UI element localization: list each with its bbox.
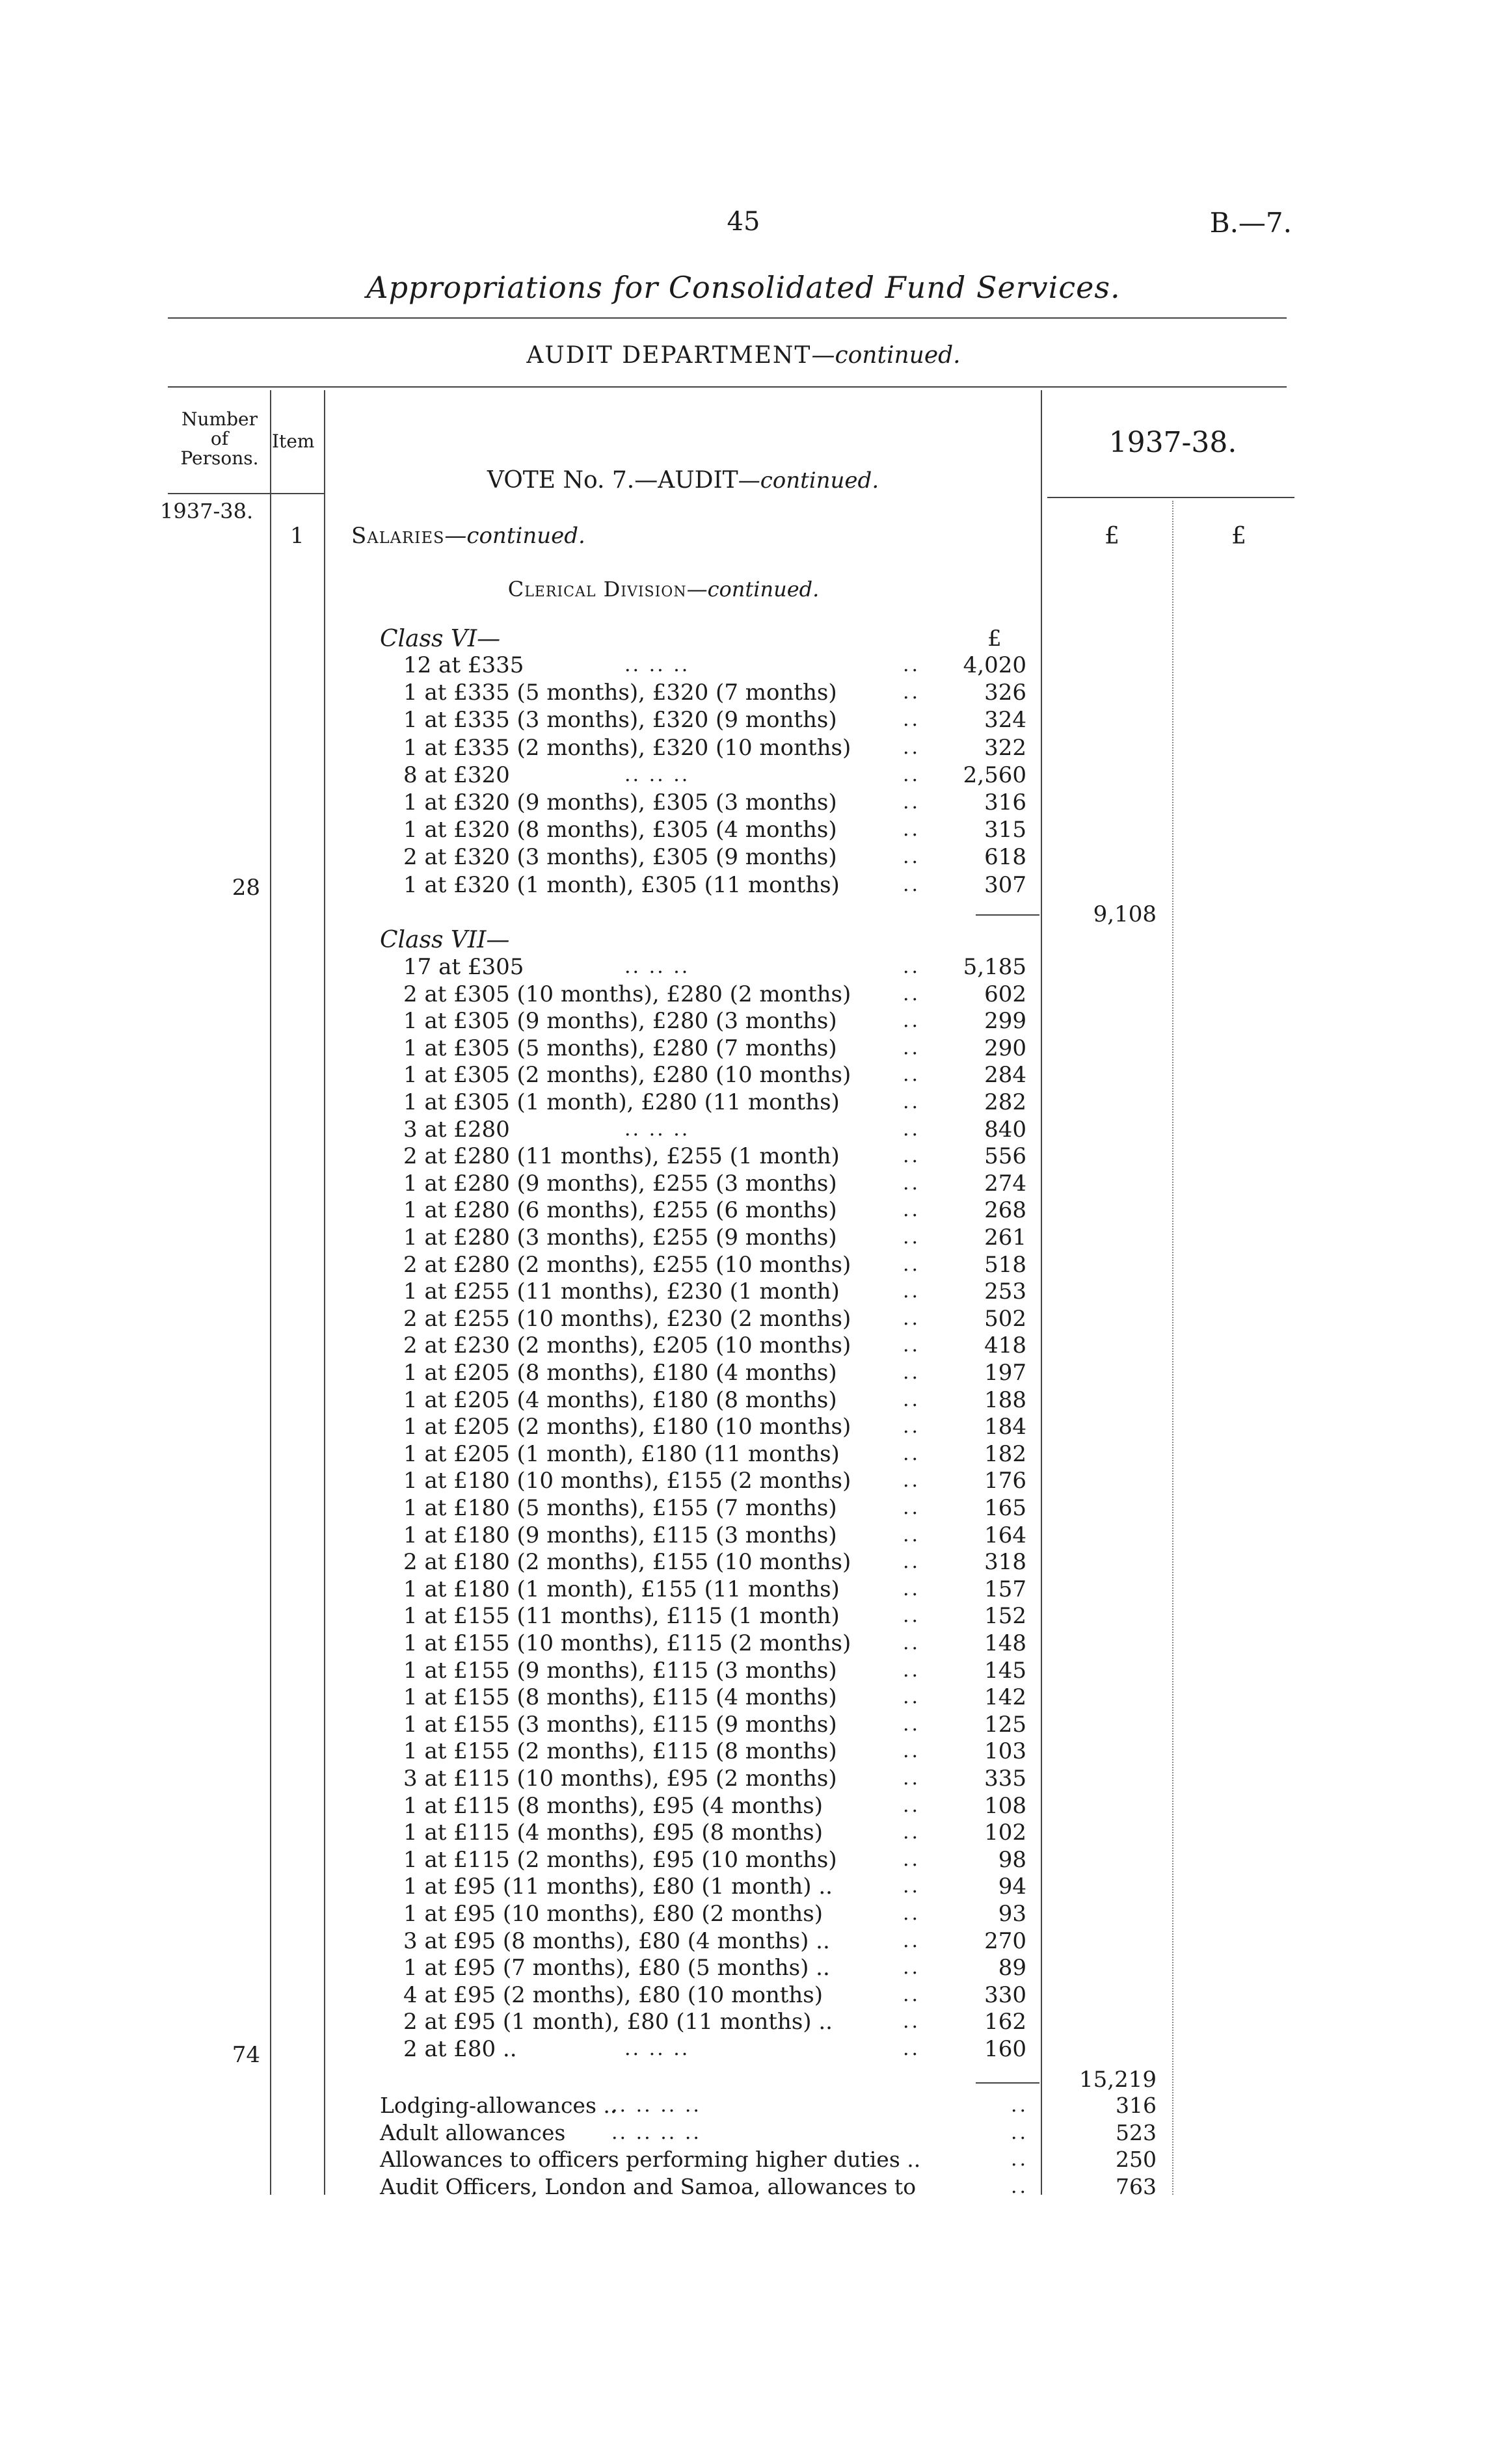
row-label: 12 at £335 <box>403 652 524 678</box>
table-row <box>0 762 1487 788</box>
row-amount: 335 <box>984 1766 1026 1792</box>
row-inline-dots: .. .. .. <box>624 763 690 786</box>
table-row <box>0 1874 1487 1900</box>
row-amount: 188 <box>984 1386 1026 1413</box>
row-leader-dots: .. <box>903 681 921 704</box>
row-leader-dots: .. <box>903 1604 921 1628</box>
row-label: 3 at £280 <box>403 1116 510 1143</box>
row-amount: 282 <box>984 1089 1026 1115</box>
row-amount: 197 <box>984 1360 1026 1386</box>
row-leader-dots: .. <box>903 1902 921 1925</box>
row-leader-dots: .. <box>903 1929 921 1952</box>
row-label: 1 at £205 (1 month), £180 (11 months) <box>403 1440 840 1467</box>
row-label: 1 at £305 (5 months), £280 (7 months) <box>403 1035 837 1061</box>
row-amount: 125 <box>984 1711 1026 1738</box>
row-amount: 502 <box>984 1305 1026 1332</box>
row-label: 1 at £115 (8 months), £95 (4 months) <box>403 1792 824 1819</box>
class-vi-heading: Class VI— <box>380 626 501 652</box>
row-label: 2 at £320 (3 months), £305 (9 months) <box>403 844 837 871</box>
row-amount: 330 <box>984 1981 1026 2008</box>
row-amount: 152 <box>984 1603 1026 1630</box>
table-row <box>0 1549 1487 1575</box>
row-amount: 284 <box>984 1062 1026 1089</box>
row-leader-dots: .. <box>903 1848 921 1871</box>
row-label: 1 at £155 (9 months), £115 (3 months) <box>403 1657 837 1684</box>
row-label: 1 at £305 (2 months), £280 (10 months) <box>403 1062 851 1089</box>
row-amount: 162 <box>984 2009 1026 2035</box>
row-leader-dots: .. <box>903 1442 921 1465</box>
page-number: 45 <box>727 207 760 237</box>
vote-title: VOTE No. 7.—AUDIT—continued. <box>487 467 879 494</box>
row-amount: 142 <box>984 1684 1026 1711</box>
row-leader-dots: .. <box>903 763 921 786</box>
salaries-heading: Salaries—continued. <box>351 523 585 549</box>
row-amount: 253 <box>984 1278 1026 1305</box>
table-row <box>0 789 1487 815</box>
row-amount: 618 <box>984 844 1026 871</box>
table-row <box>0 1522 1487 1548</box>
row-amount: 148 <box>984 1630 1026 1656</box>
row-leader-dots: .. <box>903 791 921 814</box>
pound-sign-subtotal: £ <box>1105 523 1119 550</box>
row-leader-dots: .. <box>903 1794 921 1817</box>
item-number: 1 <box>290 523 304 549</box>
row-leader-dots: .. <box>903 845 921 869</box>
row-amount: 299 <box>984 1008 1026 1035</box>
row-amount: 4,020 <box>963 652 1026 678</box>
class-vi-subtotal: 9,108 <box>1093 901 1157 927</box>
row-label: 1 at £155 (10 months), £115 (2 months) <box>403 1630 851 1656</box>
row-leader-dots: .. <box>903 982 921 1005</box>
row-amount: 145 <box>984 1657 1026 1684</box>
row-leader-dots: .. <box>903 1983 921 2006</box>
row-label: Lodging-allowances .. <box>380 2093 617 2118</box>
row-leader-dots: .. <box>1011 2121 1029 2144</box>
table-row <box>0 1658 1487 1684</box>
row-leader-dots: .. <box>903 2010 921 2033</box>
department-heading: AUDIT DEPARTMENT—continued. <box>526 342 961 369</box>
row-leader-dots: .. <box>1011 2175 1029 2198</box>
row-leader-dots: .. <box>903 1171 921 1195</box>
table-row <box>0 1171 1487 1197</box>
table-row <box>0 1306 1487 1332</box>
row-leader-dots: .. <box>903 1252 921 1276</box>
row-label: 1 at £180 (9 months), £115 (3 months) <box>403 1522 837 1548</box>
row-label: 1 at £280 (3 months), £255 (9 months) <box>403 1225 837 1251</box>
table-row <box>0 652 1487 678</box>
table-row <box>0 1278 1487 1305</box>
row-label: 1 at £115 (2 months), £95 (10 months) <box>403 1846 837 1873</box>
row-amount: 763 <box>1116 2173 1157 2199</box>
row-amount: 108 <box>984 1792 1026 1819</box>
table-row <box>0 2120 1487 2146</box>
table-row <box>0 1901 1487 1927</box>
row-amount: 326 <box>984 680 1026 706</box>
row-leader-dots: .. <box>903 1009 921 1033</box>
row-label: 2 at £280 (11 months), £255 (1 month) <box>403 1143 840 1170</box>
persons-year-label: 1937-38. <box>160 499 254 523</box>
class-vi-total-rule <box>976 914 1039 916</box>
table-row <box>0 2093 1487 2119</box>
row-amount: 2,560 <box>963 762 1026 788</box>
document-reference: B.—7. <box>1209 207 1292 239</box>
row-leader-dots: .. <box>903 1306 921 1330</box>
row-leader-dots: .. <box>903 1632 921 1654</box>
row-amount: 165 <box>984 1495 1026 1521</box>
row-label: 1 at £205 (8 months), £180 (4 months) <box>403 1360 837 1386</box>
table-row <box>0 1441 1487 1467</box>
table-row <box>0 2009 1487 2035</box>
table-row <box>0 680 1487 706</box>
row-label: 3 at £115 (10 months), £95 (2 months) <box>403 1766 837 1792</box>
row-label: 1 at £180 (10 months), £155 (2 months) <box>403 1468 851 1494</box>
row-leader-dots: .. <box>903 1091 921 1113</box>
row-leader-dots: .. <box>903 1226 921 1249</box>
row-label: 1 at £335 (5 months), £320 (7 months) <box>403 680 837 706</box>
year-column-header: 1937-38. <box>1108 426 1237 459</box>
row-amount: 315 <box>984 817 1026 843</box>
row-label: 1 at £305 (1 month), £280 (11 months) <box>403 1089 840 1115</box>
row-leader-dots: .. <box>903 1658 921 1682</box>
row-leader-dots: .. <box>903 1740 921 1763</box>
row-label: 1 at £115 (4 months), £95 (8 months) <box>403 1820 824 1846</box>
row-label: Audit Officers, London and Samoa, allowances to <box>380 2173 917 2199</box>
row-label: 1 at £95 (11 months), £80 (1 month) .. <box>403 1874 833 1900</box>
row-leader-dots: .. <box>903 1388 921 1411</box>
row-leader-dots: .. <box>903 1821 921 1844</box>
row-leader-dots: .. <box>903 1334 921 1357</box>
row-inline-dots: .. .. .. <box>624 2037 690 2060</box>
row-inline-dots: .. .. .. <box>624 1117 690 1141</box>
table-row <box>0 1360 1487 1386</box>
table-row <box>0 1143 1487 1169</box>
table-row <box>0 1684 1487 1710</box>
row-amount: 103 <box>984 1738 1026 1765</box>
table-row <box>0 1820 1487 1846</box>
row-leader-dots: .. <box>903 1117 921 1141</box>
table-row <box>0 1982 1487 2008</box>
table-row <box>0 1712 1487 1738</box>
pound-sign-total: £ <box>1231 523 1246 550</box>
row-label: 4 at £95 (2 months), £80 (10 months) <box>403 1981 824 2008</box>
table-row <box>0 1035 1487 1061</box>
row-leader-dots: .. <box>903 818 921 841</box>
row-leader-dots: .. <box>903 1550 921 1574</box>
item-header-rule <box>270 493 324 494</box>
row-amount: 176 <box>984 1468 1026 1494</box>
table-row <box>0 1576 1487 1602</box>
row-leader-dots: .. <box>903 1712 921 1736</box>
row-leader-dots: .. <box>903 1199 921 1222</box>
row-amount: 316 <box>1116 2093 1157 2118</box>
row-label: 2 at £255 (10 months), £230 (2 months) <box>403 1305 851 1332</box>
row-inline-dots: .. .. .. <box>624 955 690 978</box>
row-leader-dots: .. <box>903 1469 921 1492</box>
row-label: 17 at £305 <box>403 954 524 980</box>
table-row <box>0 707 1487 733</box>
header-top-rule <box>168 386 1287 388</box>
row-amount: 268 <box>984 1197 1026 1224</box>
row-amount: 89 <box>998 1955 1026 1981</box>
row-leader-dots: .. <box>903 1036 921 1059</box>
row-amount: 556 <box>984 1143 1026 1170</box>
title-rule <box>168 317 1287 319</box>
table-row <box>0 1252 1487 1278</box>
year-header-rule <box>1047 497 1294 498</box>
row-amount: 324 <box>984 707 1026 734</box>
row-amount: 182 <box>984 1440 1026 1467</box>
row-leader-dots: .. <box>903 2037 921 2060</box>
row-inline-dots: .. .. .. .. <box>611 2094 701 2117</box>
row-amount: 316 <box>984 789 1026 815</box>
row-leader-dots: .. <box>903 1280 921 1303</box>
table-row <box>0 1738 1487 1764</box>
table-row <box>0 1225 1487 1251</box>
row-amount: 93 <box>998 1901 1026 1927</box>
row-amount: 518 <box>984 1251 1026 1278</box>
row-amount: 290 <box>984 1035 1026 1061</box>
row-label: 1 at £335 (2 months), £320 (10 months) <box>403 734 851 761</box>
table-row <box>0 1928 1487 1954</box>
table-row <box>0 1766 1487 1792</box>
row-label: 1 at £155 (11 months), £115 (1 month) <box>403 1603 840 1630</box>
row-amount: 602 <box>984 981 1026 1007</box>
row-amount: 261 <box>984 1225 1026 1251</box>
class-vi-pound-sign: £ <box>987 626 1002 652</box>
row-leader-dots: .. <box>1011 2148 1029 2171</box>
table-row <box>0 1197 1487 1223</box>
table-row <box>0 1468 1487 1494</box>
row-amount: 270 <box>984 1927 1026 1954</box>
page-title: Appropriations for Consolidated Fund Services. <box>366 270 1121 305</box>
row-label: 1 at £95 (7 months), £80 (5 months) .. <box>403 1955 830 1981</box>
row-leader-dots: .. <box>903 1577 921 1600</box>
row-inline-dots: .. .. .. .. <box>611 2121 701 2144</box>
row-label: 1 at £205 (2 months), £180 (10 months) <box>403 1414 851 1440</box>
table-row <box>0 735 1487 761</box>
class-vi-persons: 28 <box>232 875 260 901</box>
row-amount: 160 <box>984 2036 1026 2062</box>
class-vii-persons: 74 <box>232 2042 260 2068</box>
row-label: Allowances to officers performing higher duties .. <box>380 2147 921 2172</box>
row-label: 1 at £280 (9 months), £255 (3 months) <box>403 1170 837 1197</box>
table-row <box>0 2147 1487 2173</box>
row-amount: 250 <box>1116 2147 1157 2172</box>
table-row <box>0 1387 1487 1413</box>
class-vii-total-rule <box>976 2082 1039 2084</box>
row-amount: 164 <box>984 1522 1026 1548</box>
row-label: 1 at £305 (9 months), £280 (3 months) <box>403 1008 837 1035</box>
table-row <box>0 1332 1487 1358</box>
table-row <box>0 1603 1487 1629</box>
row-amount: 157 <box>984 1576 1026 1602</box>
row-label: 8 at £320 <box>403 762 510 788</box>
row-label: 1 at £205 (4 months), £180 (8 months) <box>403 1386 837 1413</box>
row-label: 1 at £180 (5 months), £155 (7 months) <box>403 1495 837 1521</box>
row-amount: 102 <box>984 1820 1026 1846</box>
row-amount: 307 <box>984 871 1026 898</box>
table-row <box>0 1495 1487 1521</box>
row-amount: 184 <box>984 1414 1026 1440</box>
row-leader-dots: .. <box>903 654 921 676</box>
row-label: 1 at £335 (3 months), £320 (9 months) <box>403 707 837 734</box>
row-label: 1 at £95 (10 months), £80 (2 months) <box>403 1901 824 1927</box>
table-row <box>0 1117 1487 1143</box>
table-row <box>0 1008 1487 1034</box>
item-header: Item <box>272 431 315 452</box>
row-label: 1 at £155 (2 months), £115 (8 months) <box>403 1738 837 1765</box>
table-row <box>0 954 1487 980</box>
row-amount: 94 <box>998 1874 1026 1900</box>
row-label: 2 at £305 (10 months), £280 (2 months) <box>403 981 851 1007</box>
row-leader-dots: .. <box>903 1145 921 1168</box>
row-label: 1 at £320 (8 months), £305 (4 months) <box>403 817 837 843</box>
row-leader-dots: .. <box>903 955 921 978</box>
number-of-persons-header: Number of Persons. <box>180 408 259 469</box>
row-amount: 322 <box>984 734 1026 761</box>
persons-header-rule <box>168 493 270 494</box>
row-leader-dots: .. <box>903 1496 921 1519</box>
table-row <box>0 1089 1487 1115</box>
row-leader-dots: .. <box>903 1767 921 1790</box>
table-row <box>0 1955 1487 1981</box>
row-leader-dots: .. <box>903 1063 921 1087</box>
row-label: 1 at £155 (3 months), £115 (9 months) <box>403 1711 837 1738</box>
row-label: 2 at £280 (2 months), £255 (10 months) <box>403 1251 851 1278</box>
row-amount: 840 <box>984 1116 1026 1143</box>
row-leader-dots: .. <box>903 708 921 732</box>
class-vii-subtotal: 15,219 <box>1079 2067 1157 2093</box>
table-row <box>0 1414 1487 1440</box>
row-label: 3 at £95 (8 months), £80 (4 months) .. <box>403 1927 830 1954</box>
row-amount: 418 <box>984 1332 1026 1359</box>
division-heading: Clerical Division—continued. <box>507 577 820 602</box>
table-row <box>0 2174 1487 2200</box>
row-label: 1 at £280 (6 months), £255 (6 months) <box>403 1197 837 1224</box>
row-amount: 318 <box>984 1549 1026 1576</box>
row-amount: 274 <box>984 1170 1026 1197</box>
row-label: 1 at £155 (8 months), £115 (4 months) <box>403 1684 837 1711</box>
table-row <box>0 1793 1487 1819</box>
row-label: 2 at £80 .. <box>403 2036 517 2062</box>
row-label: 1 at £255 (11 months), £230 (1 month) <box>403 1278 840 1305</box>
table-row <box>0 1630 1487 1656</box>
row-leader-dots: .. <box>903 1686 921 1709</box>
row-leader-dots: .. <box>903 1956 921 1980</box>
row-label: 1 at £320 (1 month), £305 (11 months) <box>403 871 840 898</box>
row-label: 2 at £230 (2 months), £205 (10 months) <box>403 1332 851 1359</box>
table-row <box>0 1847 1487 1873</box>
row-label: Adult allowances <box>380 2119 566 2145</box>
row-leader-dots: .. <box>903 1361 921 1384</box>
row-leader-dots: .. <box>903 1875 921 1898</box>
row-label: 1 at £320 (9 months), £305 (3 months) <box>403 789 837 815</box>
row-leader-dots: .. <box>903 1415 921 1438</box>
table-row <box>0 1062 1487 1088</box>
row-amount: 98 <box>998 1846 1026 1873</box>
row-amount: 5,185 <box>963 954 1026 980</box>
table-row <box>0 844 1487 870</box>
table-row <box>0 817 1487 843</box>
row-label: 2 at £180 (2 months), £155 (10 months) <box>403 1549 851 1576</box>
class-vii-heading: Class VII— <box>380 927 510 953</box>
row-leader-dots: .. <box>903 873 921 896</box>
row-leader-dots: .. <box>903 1523 921 1546</box>
row-inline-dots: .. .. .. <box>624 654 690 676</box>
row-leader-dots: .. <box>1011 2094 1029 2117</box>
table-row <box>0 981 1487 1007</box>
row-leader-dots: .. <box>903 735 921 759</box>
row-label: 1 at £180 (1 month), £155 (11 months) <box>403 1576 840 1602</box>
row-label: 2 at £95 (1 month), £80 (11 months) .. <box>403 2009 833 2035</box>
row-amount: 523 <box>1116 2119 1157 2145</box>
